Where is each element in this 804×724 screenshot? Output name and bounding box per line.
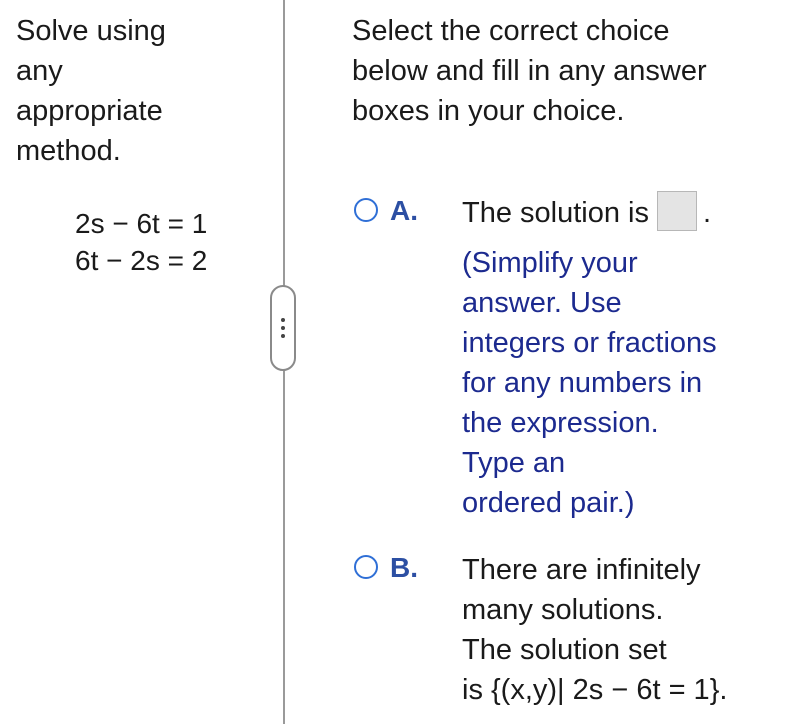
hint-line: the expression. xyxy=(462,407,659,439)
choice-a-radio[interactable] xyxy=(354,198,378,222)
choice-b-letter: B. xyxy=(390,552,418,583)
instruction-line: appropriate xyxy=(16,95,163,127)
choice-b-radio[interactable] xyxy=(354,555,378,579)
question-instruction xyxy=(16,11,216,171)
hint-line: ordered pair.) xyxy=(462,487,635,519)
choice-b-line: There are infinitely xyxy=(462,554,701,586)
vertical-grip-dots-icon xyxy=(281,318,285,338)
choice-a-period: . xyxy=(703,197,712,229)
prompt-line: Select the correct choice xyxy=(352,15,670,47)
solution-answer-box[interactable] xyxy=(657,191,697,231)
instruction-line: Solve using xyxy=(16,15,166,47)
instruction-line: method. xyxy=(16,135,121,167)
answer-prompt xyxy=(352,11,782,131)
choice-a-text: The solution is xyxy=(462,197,649,229)
equation-1: 2s − 6t = 1 xyxy=(75,208,208,239)
hint-line: for any numbers in xyxy=(462,367,703,399)
choice-a-letter: A. xyxy=(390,195,418,226)
choice-a-statement xyxy=(462,193,762,233)
grip-dot xyxy=(281,326,285,330)
equation-system xyxy=(75,205,207,279)
grip-dot xyxy=(281,318,285,322)
prompt-line: boxes in your choice. xyxy=(352,95,625,127)
hint-line: (Simplify your xyxy=(462,247,638,279)
hint-line: answer. Use xyxy=(462,287,622,319)
hint-line: Type an xyxy=(462,447,566,479)
instruction-line: any xyxy=(16,55,63,87)
answer-pane xyxy=(290,0,804,724)
choice-b-body xyxy=(462,550,762,710)
grip-dot xyxy=(281,334,285,338)
choice-a-hint xyxy=(462,243,762,523)
choice-a-body xyxy=(462,193,762,523)
choice-b-line: many solutions. xyxy=(462,594,664,626)
prompt-line: below and fill in any answer xyxy=(352,55,707,87)
equation-2: 6t − 2s = 2 xyxy=(75,245,208,276)
choice-b-line: The solution set xyxy=(462,634,667,666)
hint-line: integers or fractions xyxy=(462,327,717,359)
choice-b-line: is {(x,y)| 2s − 6t = 1}. xyxy=(462,674,728,706)
question-pane xyxy=(0,0,270,724)
